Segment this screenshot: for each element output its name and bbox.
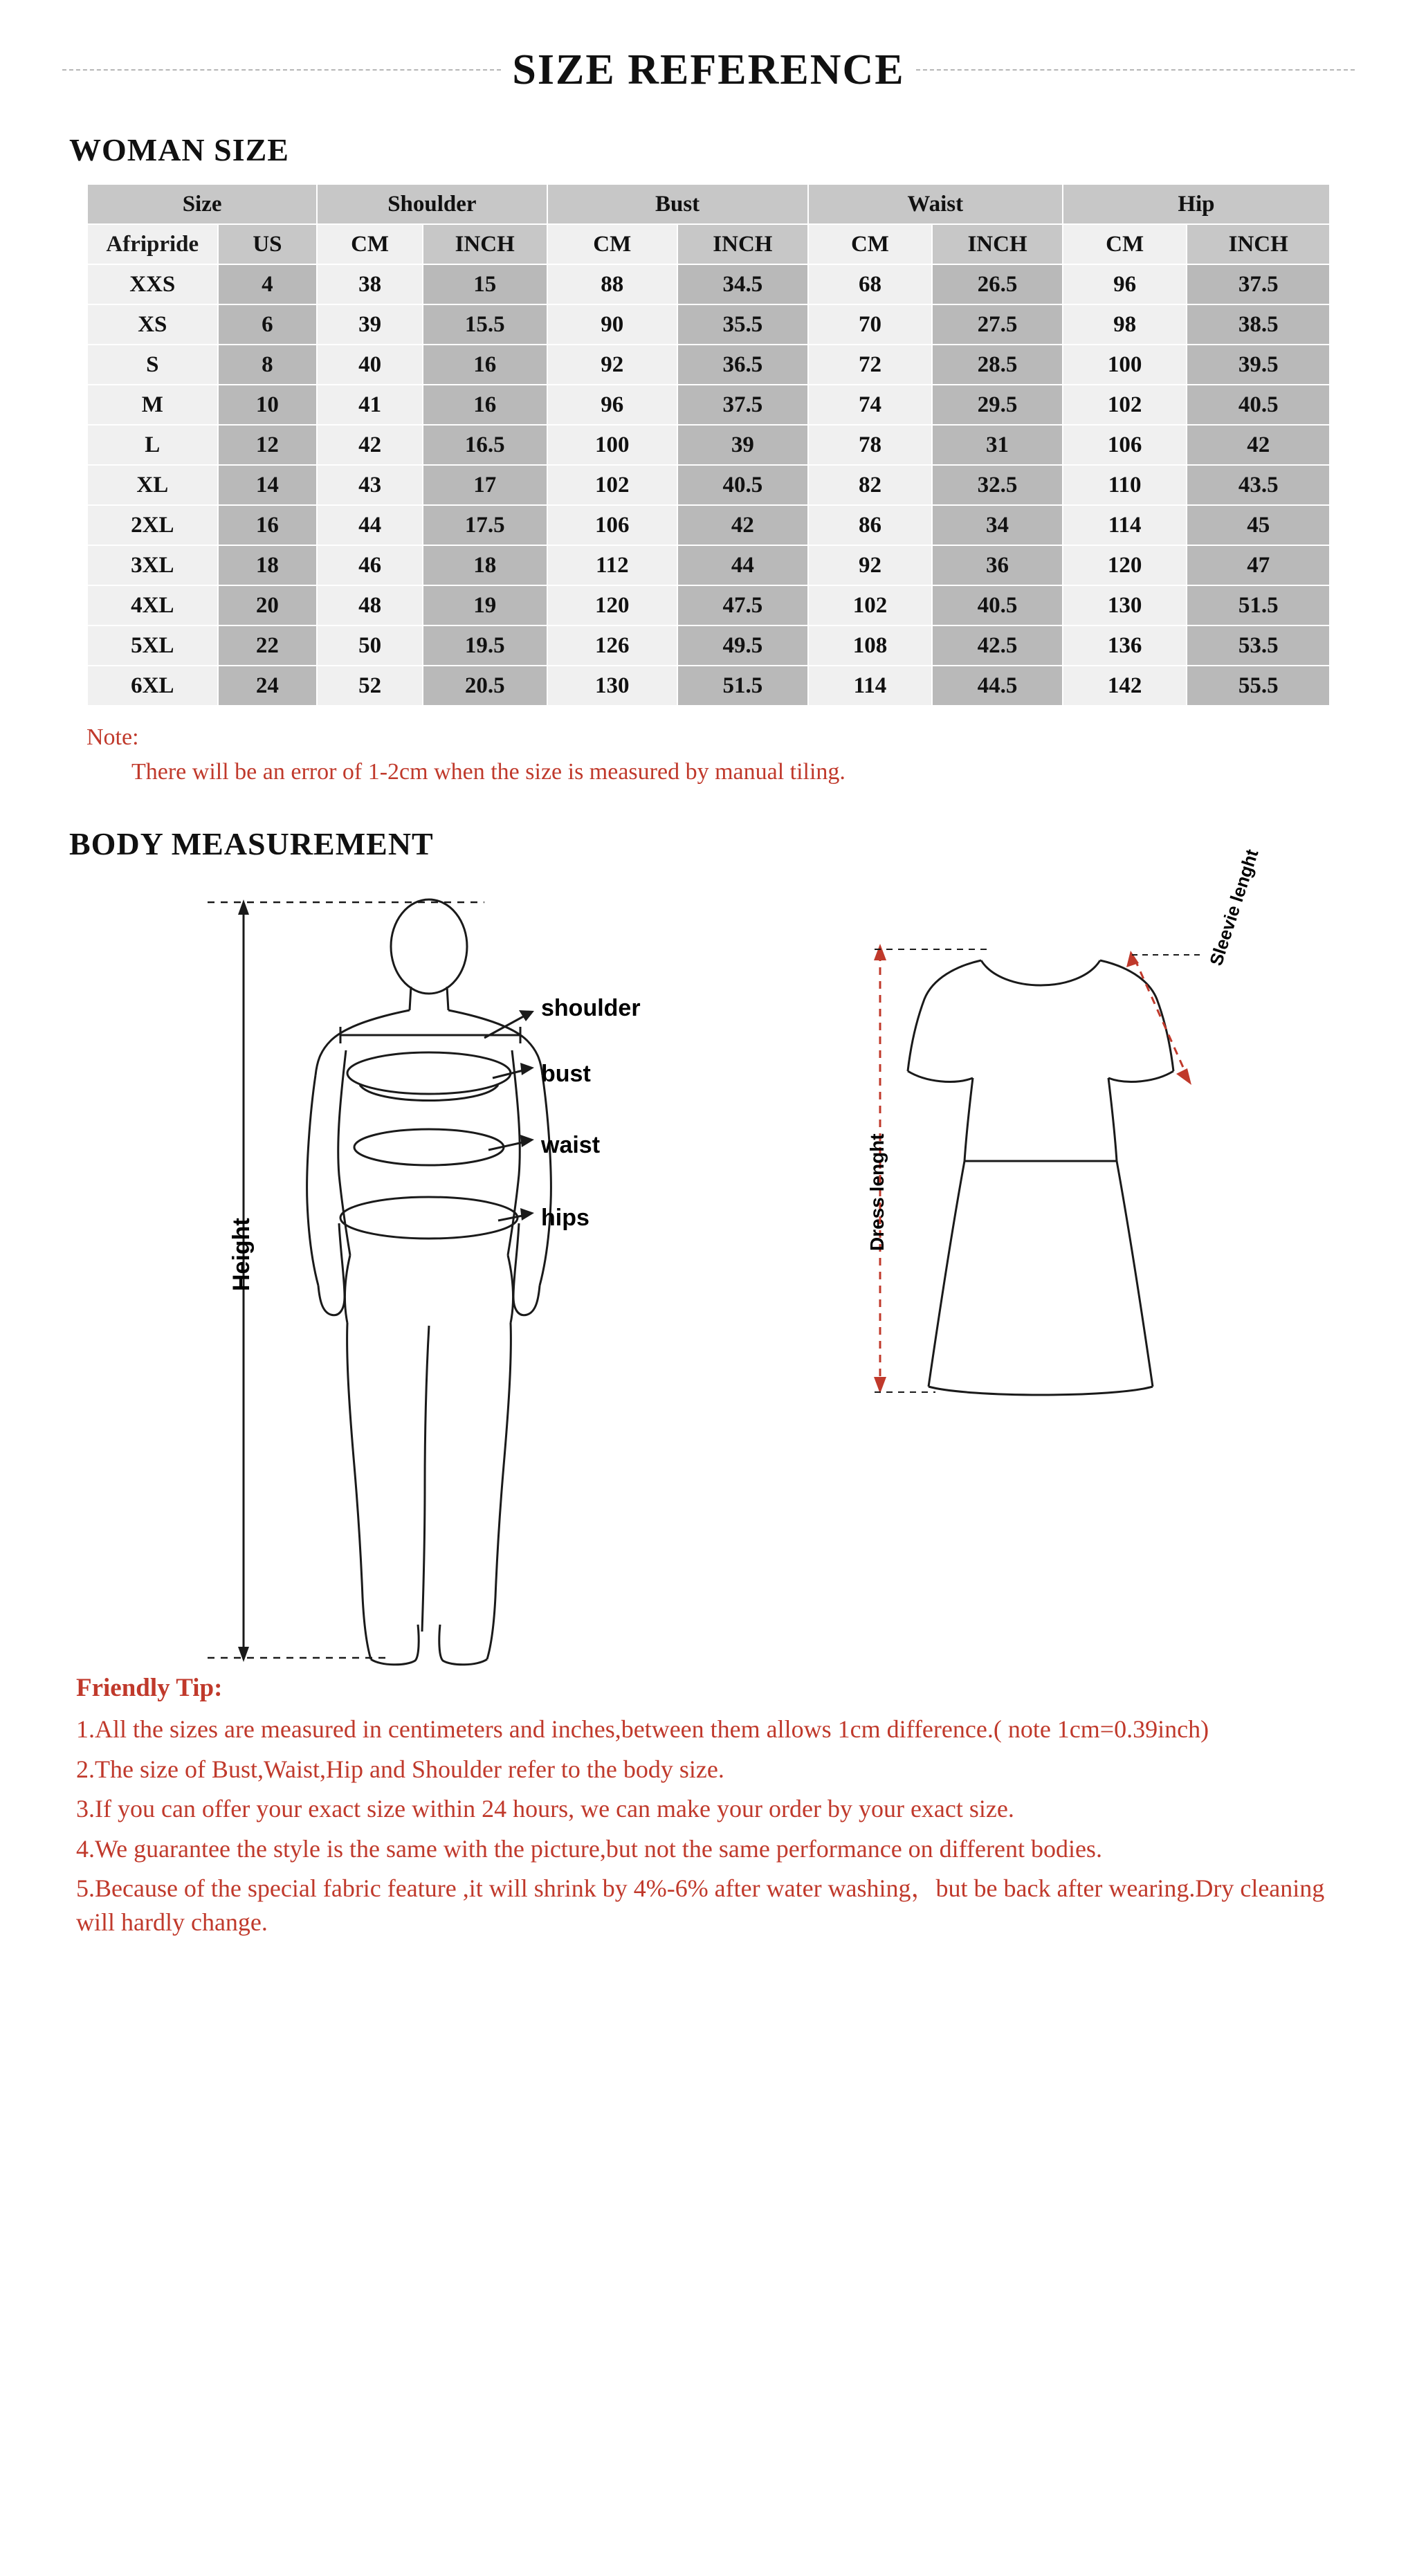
table-sub-header-row	[87, 224, 1330, 264]
cell-bust-inch: 40.5	[677, 465, 808, 505]
table-row	[87, 385, 1330, 425]
cell-bust-inch: 47.5	[677, 585, 808, 625]
sub-header-bust-inch: INCH	[677, 224, 808, 264]
cell-bust-cm: 102	[547, 465, 678, 505]
cell-hip-inch: 53.5	[1187, 625, 1330, 666]
cell-hip-cm: 142	[1063, 666, 1187, 706]
body-measurement-heading: BODY MEASUREMENT	[69, 826, 434, 861]
sub-header-shoulder-inch: INCH	[423, 224, 547, 264]
sub-header-hip-cm: CM	[1063, 224, 1187, 264]
cell-shoulder-cm: 43	[317, 465, 423, 505]
cell-size: XL	[87, 465, 218, 505]
cell-shoulder-inch: 16.5	[423, 425, 547, 465]
cell-waist-cm: 72	[808, 345, 933, 385]
cell-shoulder-cm: 52	[317, 666, 423, 706]
cell-size: 2XL	[87, 505, 218, 545]
cell-shoulder-inch: 15	[423, 264, 547, 304]
cell-waist-inch: 26.5	[932, 264, 1063, 304]
cell-waist-inch: 42.5	[932, 625, 1063, 666]
table-row	[87, 465, 1330, 505]
cell-hip-inch: 38.5	[1187, 304, 1330, 345]
table-row	[87, 666, 1330, 706]
cell-bust-cm: 96	[547, 385, 678, 425]
cell-bust-cm: 112	[547, 545, 678, 585]
cell-bust-cm: 126	[547, 625, 678, 666]
cell-hip-cm: 110	[1063, 465, 1187, 505]
cell-waist-cm: 92	[808, 545, 933, 585]
cell-hip-cm: 96	[1063, 264, 1187, 304]
cell-size: 4XL	[87, 585, 218, 625]
cell-waist-inch: 28.5	[932, 345, 1063, 385]
cell-bust-cm: 90	[547, 304, 678, 345]
friendly-tip-title: Friendly Tip:	[76, 1674, 223, 1702]
size-table	[86, 183, 1331, 706]
cell-size: 5XL	[87, 625, 218, 666]
measurement-diagram-svg	[0, 877, 1417, 1673]
cell-us: 20	[218, 585, 318, 625]
title-rule-right	[916, 69, 1355, 71]
size-table-wrapper	[0, 183, 1417, 706]
cell-hip-cm: 130	[1063, 585, 1187, 625]
group-header-size: Size	[87, 184, 317, 224]
cell-shoulder-inch: 17	[423, 465, 547, 505]
cell-hip-cm: 106	[1063, 425, 1187, 465]
hips-label: hips	[541, 1205, 589, 1231]
cell-bust-inch: 39	[677, 425, 808, 465]
cell-hip-inch: 43.5	[1187, 465, 1330, 505]
cell-hip-inch: 47	[1187, 545, 1330, 585]
cell-shoulder-inch: 20.5	[423, 666, 547, 706]
cell-hip-inch: 39.5	[1187, 345, 1330, 385]
cell-waist-cm: 78	[808, 425, 933, 465]
bust-label: bust	[541, 1061, 591, 1087]
table-row	[87, 264, 1330, 304]
table-row	[87, 625, 1330, 666]
table-group-header-row	[87, 184, 1330, 224]
cell-shoulder-cm: 44	[317, 505, 423, 545]
cell-waist-cm: 108	[808, 625, 933, 666]
cell-shoulder-cm: 46	[317, 545, 423, 585]
cell-shoulder-cm: 39	[317, 304, 423, 345]
cell-shoulder-inch: 17.5	[423, 505, 547, 545]
cell-waist-cm: 102	[808, 585, 933, 625]
cell-us: 12	[218, 425, 318, 465]
cell-shoulder-cm: 48	[317, 585, 423, 625]
cell-hip-inch: 42	[1187, 425, 1330, 465]
cell-waist-inch: 32.5	[932, 465, 1063, 505]
cell-hip-cm: 136	[1063, 625, 1187, 666]
sub-header-bust-cm: CM	[547, 224, 678, 264]
cell-bust-cm: 120	[547, 585, 678, 625]
cell-shoulder-inch: 15.5	[423, 304, 547, 345]
waist-label: waist	[541, 1132, 601, 1158]
friendly-tip-line: 4.We guarantee the style is the same with the picture,but not the same performance on different bodies.	[76, 1834, 1102, 1863]
page-title: SIZE REFERENCE	[512, 46, 905, 93]
cell-us: 4	[218, 264, 318, 304]
cell-bust-inch: 49.5	[677, 625, 808, 666]
cell-us: 14	[218, 465, 318, 505]
cell-us: 8	[218, 345, 318, 385]
cell-hip-cm: 100	[1063, 345, 1187, 385]
cell-bust-inch: 37.5	[677, 385, 808, 425]
cell-waist-inch: 29.5	[932, 385, 1063, 425]
table-row	[87, 545, 1330, 585]
size-reference-page	[0, 48, 1417, 1994]
cell-size: S	[87, 345, 218, 385]
cell-waist-cm: 70	[808, 304, 933, 345]
cell-size: M	[87, 385, 218, 425]
cell-shoulder-cm: 50	[317, 625, 423, 666]
sleeve-length-label: Sleevie lenght	[1205, 846, 1263, 969]
note-label: Note:	[86, 724, 139, 750]
group-header-shoulder: Shoulder	[317, 184, 547, 224]
table-row	[87, 585, 1330, 625]
cell-hip-inch: 51.5	[1187, 585, 1330, 625]
cell-shoulder-inch: 19	[423, 585, 547, 625]
cell-waist-cm: 74	[808, 385, 933, 425]
title-rule-left	[62, 69, 501, 71]
cell-shoulder-inch: 16	[423, 345, 547, 385]
sub-header-hip-inch: INCH	[1187, 224, 1330, 264]
sub-header-waist-cm: CM	[808, 224, 933, 264]
cell-shoulder-inch: 16	[423, 385, 547, 425]
cell-shoulder-cm: 38	[317, 264, 423, 304]
body-measurement-figures	[0, 846, 1417, 1673]
cell-hip-cm: 102	[1063, 385, 1187, 425]
cell-bust-inch: 44	[677, 545, 808, 585]
cell-waist-cm: 86	[808, 505, 933, 545]
group-header-bust: Bust	[547, 184, 808, 224]
cell-waist-inch: 36	[932, 545, 1063, 585]
sub-header-us: US	[218, 224, 318, 264]
cell-hip-inch: 55.5	[1187, 666, 1330, 706]
sub-header-shoulder-cm: CM	[317, 224, 423, 264]
cell-waist-inch: 44.5	[932, 666, 1063, 706]
friendly-tip-section	[0, 1673, 1417, 1994]
cell-size: 3XL	[87, 545, 218, 585]
cell-bust-cm: 88	[547, 264, 678, 304]
table-row	[87, 505, 1330, 545]
cell-size: 6XL	[87, 666, 218, 706]
friendly-tip-line: 1.All the sizes are measured in centimeters and inches,between them allows 1cm difference.( note 1cm=0.39inch)	[76, 1715, 1209, 1743]
cell-shoulder-cm: 40	[317, 345, 423, 385]
height-label: Height	[228, 1218, 255, 1291]
cell-waist-cm: 82	[808, 465, 933, 505]
cell-hip-cm: 114	[1063, 505, 1187, 545]
friendly-tip-line: 5.Because of the special fabric feature ,it will shrink by 4%-6% after water washing，but be back after wearing.Dry cleaning will hardly change.	[76, 1874, 1325, 1936]
friendly-tip-line: 2.The size of Bust,Waist,Hip and Shoulder refer to the body size.	[76, 1755, 724, 1783]
cell-size: L	[87, 425, 218, 465]
shoulder-label: shoulder	[541, 995, 641, 1021]
cell-bust-inch: 51.5	[677, 666, 808, 706]
cell-us: 18	[218, 545, 318, 585]
cell-shoulder-inch: 18	[423, 545, 547, 585]
note-text: There will be an error of 1-2cm when the size is measured by manual tiling.	[131, 759, 845, 785]
female-body-figure	[307, 899, 551, 1665]
table-row	[87, 345, 1330, 385]
dress-figure	[908, 960, 1173, 1395]
cell-hip-cm: 98	[1063, 304, 1187, 345]
group-header-hip: Hip	[1063, 184, 1330, 224]
size-table-body	[87, 264, 1330, 706]
cell-us: 10	[218, 385, 318, 425]
cell-us: 22	[218, 625, 318, 666]
body-label-leaders	[484, 1010, 534, 1221]
cell-us: 6	[218, 304, 318, 345]
page-title-row	[0, 48, 1417, 91]
cell-bust-inch: 35.5	[677, 304, 808, 345]
cell-bust-inch: 42	[677, 505, 808, 545]
cell-bust-inch: 36.5	[677, 345, 808, 385]
sub-header-waist-inch: INCH	[932, 224, 1063, 264]
sub-header-brand: Afripride	[87, 224, 218, 264]
cell-bust-cm: 92	[547, 345, 678, 385]
cell-bust-cm: 106	[547, 505, 678, 545]
cell-waist-inch: 31	[932, 425, 1063, 465]
table-row	[87, 304, 1330, 345]
cell-waist-inch: 40.5	[932, 585, 1063, 625]
group-header-waist: Waist	[808, 184, 1063, 224]
cell-hip-inch: 45	[1187, 505, 1330, 545]
cell-us: 16	[218, 505, 318, 545]
cell-waist-cm: 68	[808, 264, 933, 304]
cell-size: XS	[87, 304, 218, 345]
cell-waist-inch: 34	[932, 505, 1063, 545]
woman-size-heading: WOMAN SIZE	[69, 132, 289, 167]
cell-waist-cm: 114	[808, 666, 933, 706]
cell-shoulder-cm: 42	[317, 425, 423, 465]
cell-waist-inch: 27.5	[932, 304, 1063, 345]
cell-hip-inch: 37.5	[1187, 264, 1330, 304]
cell-hip-cm: 120	[1063, 545, 1187, 585]
sleeve-length-measure	[1126, 951, 1191, 1085]
friendly-tip-line: 3.If you can offer your exact size within 24 hours, we can make your order by your exact size.	[76, 1795, 1014, 1823]
cell-shoulder-cm: 41	[317, 385, 423, 425]
cell-hip-inch: 40.5	[1187, 385, 1330, 425]
dress-length-guides	[875, 949, 989, 1392]
cell-size: XXS	[87, 264, 218, 304]
dress-length-label: Dress lenght	[866, 1133, 888, 1251]
table-row	[87, 425, 1330, 465]
cell-bust-cm: 100	[547, 425, 678, 465]
cell-bust-cm: 130	[547, 666, 678, 706]
cell-us: 24	[218, 666, 318, 706]
cell-bust-inch: 34.5	[677, 264, 808, 304]
cell-shoulder-inch: 19.5	[423, 625, 547, 666]
